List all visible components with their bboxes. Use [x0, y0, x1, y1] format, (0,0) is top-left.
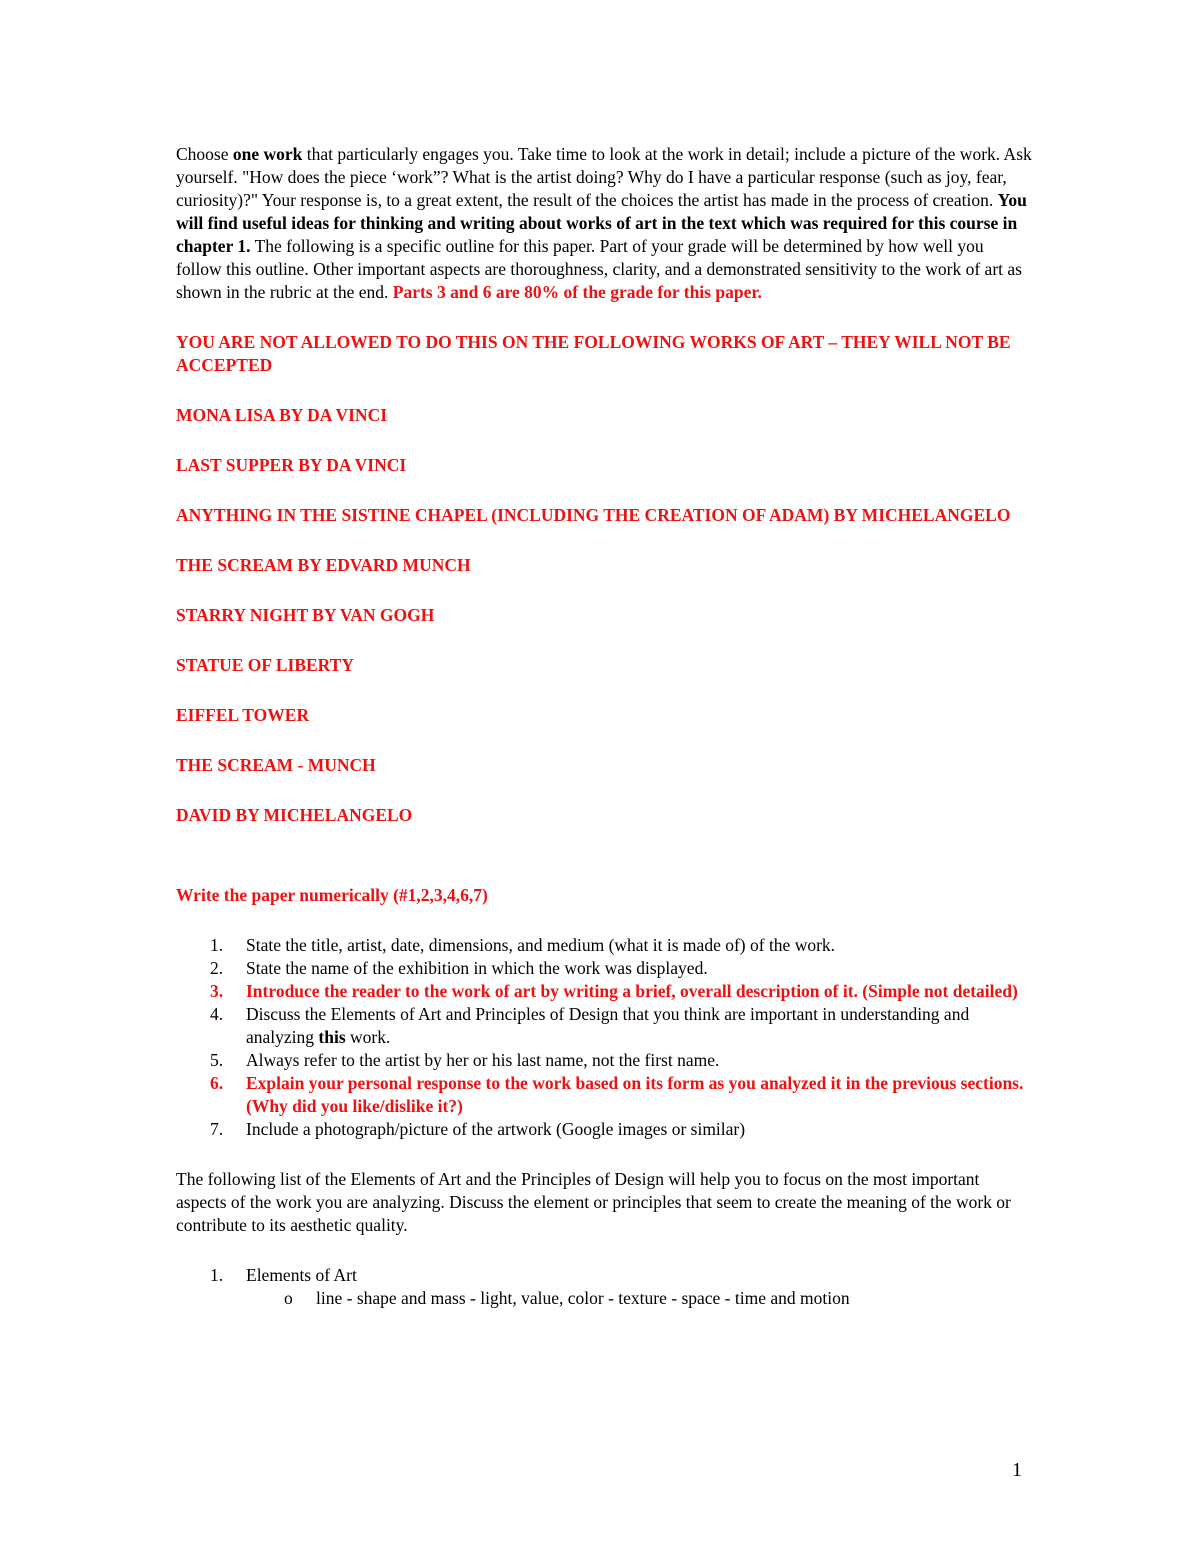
elements-subitem-text: line - shape and mass - light, value, color - texture - space - time and motion — [316, 1288, 850, 1308]
intro-bold-chapter-note: You will find useful ideas for thinking and writing about works of art in the text which was required for this course in chapter 1. — [176, 190, 1027, 256]
elements-intro-paragraph: The following list of the Elements of Art and the Principles of Design will help you to focus on the most important aspects of the work you are analyzing. Discuss the element or principles that seem to create the meaning of the work or contribute to its aesthetic quality. — [176, 1169, 1011, 1235]
step-text: Explain your personal response to the work based on its form as you analyzed it in the previous sections. (Why did you like/dislike it?) — [246, 1073, 1024, 1116]
intro-bold-one-work: one work — [232, 144, 303, 164]
step-text: State the name of the exhibition in which the work was displayed. — [246, 958, 708, 978]
elements-number: 1. — [210, 1265, 224, 1285]
bullet-icon: o — [284, 1288, 293, 1308]
step-number: 2. — [210, 958, 224, 978]
restriction-item: STARRY NIGHT BY VAN GOGH — [176, 605, 435, 625]
restriction-item: STATUE OF LIBERTY — [176, 655, 354, 675]
restriction-item: EIFFEL TOWER — [176, 705, 310, 725]
intro-text-2: that particularly engages you. Take time to look at the work in detail; include a picture of the work. Ask yourself. "How does the piece ‘work”? What is the artist doing? Why do I have a particular response (such as joy, fear, curiosity)?" Your response is, to a great extent, the result of the choices the artist has made in the process of creation. — [176, 144, 1032, 210]
step-text: Discuss the Elements of Art and Principles of Design that you think are important in understanding and analyzing — [246, 1004, 970, 1047]
intro-paragraph — [176, 143, 1032, 304]
restriction-item: ANYTHING IN THE SISTINE CHAPEL (INCLUDING THE CREATION OF ADAM) BY MICHELANGELO — [176, 505, 1011, 525]
step-bold-word: this — [318, 1027, 346, 1047]
restriction-item: THE SCREAM BY EDVARD MUNCH — [176, 555, 471, 575]
step-number: 7. — [210, 1119, 224, 1139]
step-number: 6. — [210, 1073, 224, 1093]
step-number: 5. — [210, 1050, 224, 1070]
restriction-heading: YOU ARE NOT ALLOWED TO DO THIS ON THE FOLLOWING WORKS OF ART – THEY WILL NOT BE ACCEPTED — [176, 332, 1011, 375]
step-text: Include a photograph/picture of the artwork (Google images or similar) — [246, 1119, 746, 1139]
step-item — [176, 980, 1032, 1003]
step-text: work. — [345, 1027, 391, 1047]
step-text: Always refer to the artist by her or his last name, not the first name. — [246, 1050, 720, 1070]
restriction-item: DAVID BY MICHELANGELO — [176, 805, 413, 825]
step-item — [176, 1049, 1032, 1072]
step-item — [176, 1003, 1032, 1049]
vertical-spacer — [176, 827, 1032, 884]
elements-label: Elements of Art — [246, 1265, 357, 1285]
step-number: 1. — [210, 935, 224, 955]
outline-steps — [176, 934, 1032, 1141]
write-heading: Write the paper numerically (#1,2,3,4,6,7) — [176, 885, 488, 905]
step-item — [176, 1072, 1032, 1118]
elements-of-art-item — [176, 1264, 1032, 1287]
step-item — [176, 957, 1032, 980]
restriction-item: THE SCREAM - MUNCH — [176, 755, 376, 775]
document-body — [176, 143, 1032, 1310]
elements-subitem — [176, 1287, 1032, 1310]
restriction-item: MONA LISA BY DA VINCI — [176, 405, 388, 425]
step-text: Introduce the reader to the work of art by writing a brief, overall description of it. (Simple not detailed) — [246, 981, 1018, 1001]
restriction-item: LAST SUPPER BY DA VINCI — [176, 455, 407, 475]
step-item — [176, 934, 1032, 957]
intro-text-1: Choose — [176, 144, 233, 164]
step-number: 4. — [210, 1004, 224, 1024]
intro-grade-note: Parts 3 and 6 are 80% of the grade for this paper. — [392, 282, 762, 302]
step-item — [176, 1118, 1032, 1141]
step-number: 3. — [210, 981, 224, 1001]
page-number: 1 — [1012, 1459, 1022, 1481]
step-text: State the title, artist, date, dimensions, and medium (what it is made of) of the work. — [246, 935, 836, 955]
intro-text-3: The following is a specific outline for this paper. Part of your grade will be determined by how well you follow this outline. Other important aspects are thoroughness, clarity, and a demonstrated sensitivity to the work of art as shown in the rubric at the end. — [176, 236, 1022, 302]
